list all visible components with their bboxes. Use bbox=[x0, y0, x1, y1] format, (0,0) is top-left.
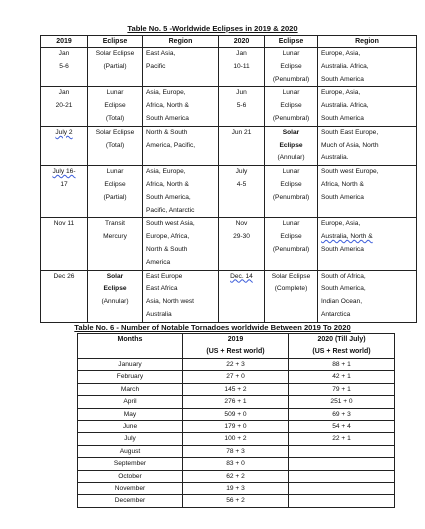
count-2020-cell: 69 + 3 bbox=[289, 408, 395, 420]
count-2019-cell: 276 + 1 bbox=[183, 396, 289, 408]
month-cell: April bbox=[78, 396, 183, 408]
month-cell: October bbox=[78, 470, 183, 482]
region-2020: Europe, Asia, Australia, North & South America bbox=[318, 218, 417, 270]
eclipse-row bbox=[41, 270, 417, 322]
count-2020-cell: 22 + 1 bbox=[289, 433, 395, 445]
eclipse-2020: Lunar Eclipse (Penumbral) bbox=[265, 48, 318, 87]
count-2019-cell: 22 + 3 bbox=[183, 359, 289, 371]
count-2019-cell: 27 + 0 bbox=[183, 371, 289, 383]
region-2019: Asia, Europe, Africa, North & South America bbox=[143, 87, 219, 126]
count-2019-cell: 179 + 0 bbox=[183, 421, 289, 433]
count-2019-cell: 19 + 3 bbox=[183, 483, 289, 495]
eclipse-table-caption: Table No. 5 -Worldwide Eclipses in 2019 & 2020 bbox=[127, 24, 298, 33]
region-2019: East Europe East Africa Asia, North west Australia bbox=[143, 270, 219, 322]
month-cell: May bbox=[78, 408, 183, 420]
count-2020-cell bbox=[289, 445, 395, 457]
eclipse-2020: Solar Eclipse (Annular) bbox=[265, 126, 318, 165]
count-2020-cell: 251 + 0 bbox=[289, 396, 395, 408]
region-2019: Asia, Europe, Africa, North & South America, Pacific, Antarctic bbox=[143, 166, 219, 218]
count-2020-cell: 54 + 4 bbox=[289, 421, 395, 433]
count-2020-cell: 79 + 1 bbox=[289, 383, 395, 395]
eclipse-row bbox=[41, 218, 417, 270]
month-cell: August bbox=[78, 445, 183, 457]
region-2019: North & South America, Pacific, bbox=[143, 126, 219, 165]
header-2020: 2020 bbox=[219, 36, 265, 48]
eclipse-2019: Solar Eclipse (Partial) bbox=[88, 48, 143, 87]
eclipse-2019: Solar Eclipse (Annular) bbox=[88, 270, 143, 322]
eclipse-2019: Solar Eclipse (Total) bbox=[88, 126, 143, 165]
eclipse-row bbox=[41, 48, 417, 87]
count-2019-cell: 145 + 2 bbox=[183, 383, 289, 395]
date-2020: Dec. 14 bbox=[219, 270, 265, 322]
month-cell: March bbox=[78, 383, 183, 395]
date-2019: July 16- 17 bbox=[41, 166, 88, 218]
header-2019: 2019 (US + Rest world) bbox=[183, 334, 289, 359]
date-2020: July 4-5 bbox=[219, 166, 265, 218]
header-eclipse-2020: Eclipse bbox=[265, 36, 318, 48]
month-cell: December bbox=[78, 495, 183, 507]
eclipse-2020: Lunar Eclipse (Penumbral) bbox=[265, 87, 318, 126]
eclipse-2019: Lunar Eclipse (Total) bbox=[88, 87, 143, 126]
eclipse-2019: Transit Mercury bbox=[88, 218, 143, 270]
header-region-2020: Region bbox=[318, 36, 417, 48]
eclipse-2020: Lunar Eclipse (Penumbral) bbox=[265, 166, 318, 218]
count-2020-cell bbox=[289, 495, 395, 507]
region-2020: South of Africa, South America, Indian Ocean, Antarctica bbox=[318, 270, 417, 322]
tornado-row bbox=[78, 495, 395, 507]
region-2019: East Asia, Pacific bbox=[143, 48, 219, 87]
month-cell: July bbox=[78, 433, 183, 445]
eclipse-row bbox=[41, 166, 417, 218]
tornado-row bbox=[78, 359, 395, 371]
date-2020: Jan 10-11 bbox=[219, 48, 265, 87]
tornado-row bbox=[78, 396, 395, 408]
date-2020: Jun 21 bbox=[219, 126, 265, 165]
count-2020-cell bbox=[289, 458, 395, 470]
eclipse-row bbox=[41, 126, 417, 165]
tornado-row bbox=[78, 433, 395, 445]
tornado-header-row bbox=[78, 334, 395, 359]
date-2020: Nov 29-30 bbox=[219, 218, 265, 270]
date-2019: Nov 11 bbox=[41, 218, 88, 270]
count-2020-cell bbox=[289, 483, 395, 495]
month-cell: June bbox=[78, 421, 183, 433]
tornado-row bbox=[78, 483, 395, 495]
header-2019: 2019 bbox=[41, 36, 88, 48]
region-2020: South west Europe, Africa, North & South America bbox=[318, 166, 417, 218]
header-region-2019: Region bbox=[143, 36, 219, 48]
eclipse-2020: Solar Eclipse (Complete) bbox=[265, 270, 318, 322]
count-2019-cell: 56 + 2 bbox=[183, 495, 289, 507]
header-eclipse-2019: Eclipse bbox=[88, 36, 143, 48]
eclipse-2019: Lunar Eclipse (Partial) bbox=[88, 166, 143, 218]
count-2020-cell: 42 + 1 bbox=[289, 371, 395, 383]
count-2020-cell bbox=[289, 470, 395, 482]
count-2019-cell: 78 + 3 bbox=[183, 445, 289, 457]
header-months: Months bbox=[78, 334, 183, 359]
tornado-table-caption: Table No. 6 - Number of Notable Tornadoes worldwide Between 2019 To 2020 bbox=[74, 323, 351, 332]
eclipse-2020: Lunar Eclipse (Penumbral) bbox=[265, 218, 318, 270]
eclipse-table bbox=[40, 35, 417, 323]
region-2020: Europe, Asia, Australia. Africa, South America bbox=[318, 87, 417, 126]
region-2019: South west Asia, Europe, Africa, North & South America bbox=[143, 218, 219, 270]
region-2020: South East Europe, Much of Asia, North Australia. bbox=[318, 126, 417, 165]
tornado-row bbox=[78, 371, 395, 383]
date-2019: Dec 26 bbox=[41, 270, 88, 322]
count-2020-cell: 88 + 1 bbox=[289, 359, 395, 371]
month-cell: November bbox=[78, 483, 183, 495]
count-2019-cell: 62 + 2 bbox=[183, 470, 289, 482]
date-2019: July 2 bbox=[41, 126, 88, 165]
eclipse-row bbox=[41, 87, 417, 126]
date-2020: Jun 5-6 bbox=[219, 87, 265, 126]
tornado-row bbox=[78, 470, 395, 482]
count-2019-cell: 509 + 0 bbox=[183, 408, 289, 420]
date-2019: Jan 5-6 bbox=[41, 48, 88, 87]
month-cell: January bbox=[78, 359, 183, 371]
header-2020: 2020 (Till July) (US + Rest world) bbox=[289, 334, 395, 359]
count-2019-cell: 83 + 0 bbox=[183, 458, 289, 470]
tornado-row bbox=[78, 458, 395, 470]
tornado-row bbox=[78, 445, 395, 457]
region-2020: Europe, Asia, Australia. Africa, South America bbox=[318, 48, 417, 87]
tornado-table bbox=[77, 333, 395, 508]
count-2019-cell: 100 + 2 bbox=[183, 433, 289, 445]
month-cell: September bbox=[78, 458, 183, 470]
tornado-row bbox=[78, 383, 395, 395]
date-2019: Jan 20-21 bbox=[41, 87, 88, 126]
tornado-row bbox=[78, 421, 395, 433]
eclipse-header-row bbox=[41, 36, 417, 48]
tornado-row bbox=[78, 408, 395, 420]
month-cell: February bbox=[78, 371, 183, 383]
